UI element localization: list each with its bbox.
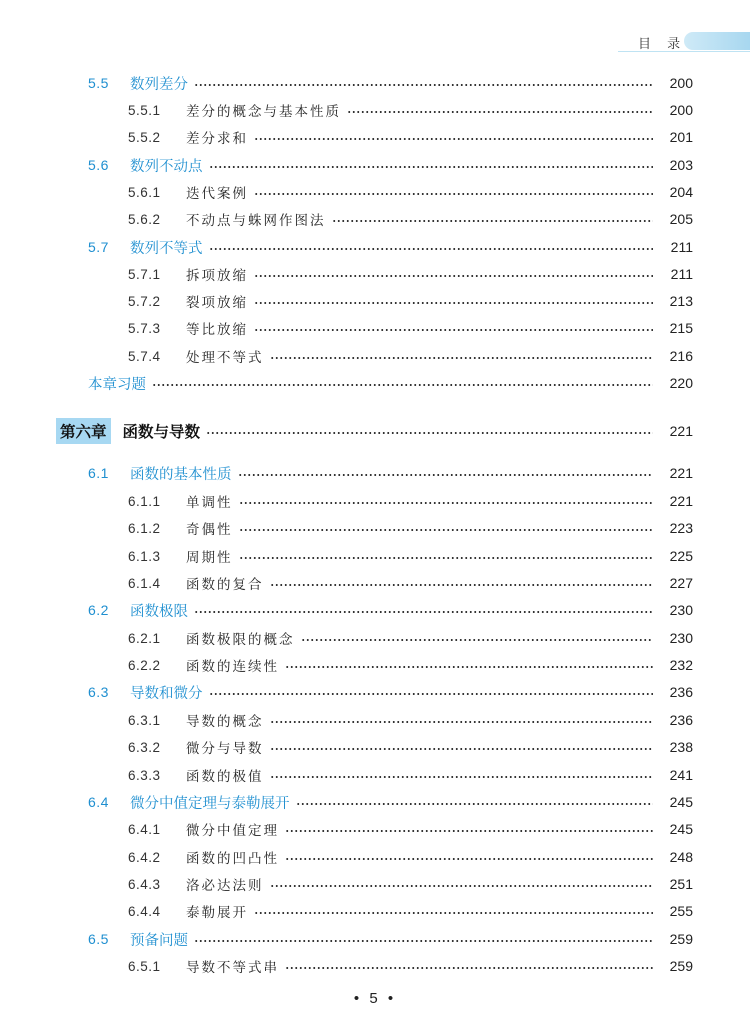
entry-title: 微分与导数 — [186, 741, 264, 757]
toc-entry-sub[interactable] — [0, 290, 750, 312]
toc-entry-sub[interactable] — [0, 208, 750, 230]
section-number: 5.7.4 — [128, 348, 161, 364]
section-number: 5.7.2 — [128, 293, 161, 309]
section-number: 6.4.2 — [128, 849, 161, 865]
dot-leader — [239, 557, 654, 559]
chapter-number: 第六章 — [56, 418, 111, 444]
section-number: 5.7.3 — [128, 320, 161, 336]
toc-entry-sub[interactable] — [0, 572, 750, 594]
page-reference: 232 — [669, 657, 693, 673]
section-number: 6.1.4 — [128, 575, 161, 591]
entry-title: 微分中值定理与泰勒展开 — [130, 795, 290, 812]
dot-leader — [270, 748, 654, 750]
entry-title: 导数不等式串 — [186, 960, 279, 976]
entry-title: 周期性 — [186, 550, 233, 566]
entry-title: 函数极限的概念 — [186, 632, 295, 648]
page-number: • 5 • — [353, 990, 397, 1007]
section-number: 5.7 — [88, 239, 109, 255]
entry-title: 函数的基本性质 — [130, 466, 232, 483]
page-reference: 245 — [669, 821, 693, 837]
page-reference: 213 — [669, 293, 693, 309]
toc-entry-sub[interactable] — [0, 627, 750, 649]
dot-leader — [254, 329, 653, 331]
toc-entry-sub[interactable] — [0, 709, 750, 731]
page-reference: 211 — [670, 239, 693, 255]
dot-leader — [296, 803, 654, 805]
dot-leader — [332, 220, 654, 222]
dot-leader — [254, 302, 653, 304]
entry-title: 数列不等式 — [130, 240, 203, 257]
page-reference: 248 — [669, 849, 693, 865]
dot-leader — [270, 721, 654, 723]
page-reference: 241 — [669, 767, 693, 783]
toc-entry-sub[interactable] — [0, 490, 750, 512]
section-number: 6.5 — [88, 931, 109, 947]
section-number: 6.3.2 — [128, 739, 161, 755]
toc-entry-sub[interactable] — [0, 181, 750, 203]
dot-leader — [254, 275, 653, 277]
toc-entry-section[interactable] — [0, 599, 750, 621]
page-reference: 251 — [669, 876, 693, 892]
toc-entry-sub[interactable] — [0, 736, 750, 758]
toc-entry-sub[interactable] — [0, 654, 750, 676]
page-reference: 204 — [669, 184, 693, 200]
toc-entry-chapter[interactable] — [0, 418, 750, 444]
entry-title: 单调性 — [186, 495, 233, 511]
dot-leader — [194, 940, 653, 942]
toc-entry-section[interactable] — [0, 928, 750, 950]
section-number: 6.2 — [88, 602, 109, 618]
page-reference: 203 — [669, 157, 693, 173]
section-number: 6.1 — [88, 465, 109, 481]
entry-title: 不动点与蛛网作图法 — [186, 213, 326, 229]
dot-leader — [285, 830, 653, 832]
page-reference: 221 — [669, 423, 693, 439]
dot-leader — [285, 967, 653, 969]
entry-title: 函数极限 — [130, 603, 188, 620]
toc-entry-section[interactable] — [0, 681, 750, 703]
entry-title: 数列差分 — [130, 76, 188, 93]
running-header-title: 目 录 — [638, 37, 687, 52]
page-reference: 236 — [669, 712, 693, 728]
page-reference: 200 — [669, 75, 693, 91]
dot-leader — [270, 885, 654, 887]
dot-leader — [270, 357, 654, 359]
page-reference: 238 — [669, 739, 693, 755]
section-number: 6.3.1 — [128, 712, 161, 728]
entry-title: 洛必达法则 — [186, 878, 264, 894]
entry-title: 差分求和 — [186, 131, 248, 147]
page-reference: 221 — [669, 465, 693, 481]
page-reference: 227 — [669, 575, 693, 591]
page-reference: 225 — [669, 548, 693, 564]
page-reference: 201 — [669, 129, 693, 145]
page-reference: 220 — [669, 375, 693, 391]
entry-title: 导数和微分 — [130, 685, 203, 702]
toc-entry-sub[interactable] — [0, 317, 750, 339]
section-number: 5.5 — [88, 75, 109, 91]
dot-leader — [209, 693, 654, 695]
section-number: 5.5.2 — [128, 129, 161, 145]
entry-title: 预备问题 — [130, 932, 188, 949]
dot-leader — [209, 166, 654, 168]
page-reference: 236 — [669, 684, 693, 700]
section-number: 6.3.3 — [128, 767, 161, 783]
toc-entry-sub[interactable] — [0, 545, 750, 567]
dot-leader — [239, 529, 654, 531]
section-number: 6.1.3 — [128, 548, 161, 564]
dot-leader — [254, 138, 653, 140]
dot-leader — [194, 611, 653, 613]
entry-title: 微分中值定理 — [186, 823, 279, 839]
toc-entry-exercises[interactable] — [0, 372, 750, 394]
toc-entry-sub[interactable] — [0, 345, 750, 367]
toc-entry-sub[interactable] — [0, 955, 750, 977]
section-number: 6.2.2 — [128, 657, 161, 673]
dot-leader — [209, 248, 654, 250]
dot-leader — [152, 384, 653, 386]
entry-title: 处理不等式 — [186, 350, 264, 366]
entry-title: 拆项放缩 — [186, 268, 248, 284]
dot-leader — [254, 912, 653, 914]
toc-entry-section[interactable] — [0, 236, 750, 258]
dot-leader — [206, 432, 653, 434]
toc-entry-section[interactable] — [0, 791, 750, 813]
toc-entry-sub[interactable] — [0, 900, 750, 922]
section-number: 6.1.1 — [128, 493, 161, 509]
page-reference: 215 — [669, 320, 693, 336]
toc-entry-sub[interactable] — [0, 517, 750, 539]
section-number: 6.1.2 — [128, 520, 161, 536]
page-reference: 200 — [669, 102, 693, 118]
toc-entry-sub[interactable] — [0, 764, 750, 786]
page-reference: 259 — [669, 931, 693, 947]
entry-title: 导数的概念 — [186, 714, 264, 730]
dot-leader — [238, 474, 654, 476]
toc-entry-sub[interactable] — [0, 873, 750, 895]
dot-leader — [270, 584, 654, 586]
page-reference: 259 — [669, 958, 693, 974]
toc-entry-sub[interactable] — [0, 846, 750, 868]
page-reference: 221 — [669, 493, 693, 509]
toc-entry-section[interactable] — [0, 154, 750, 176]
page-reference: 205 — [669, 211, 693, 227]
section-number: 6.4.4 — [128, 903, 161, 919]
page-reference: 211 — [670, 266, 693, 282]
entry-title: 函数的复合 — [186, 577, 264, 593]
section-number: 6.4 — [88, 794, 109, 810]
page-reference: 216 — [669, 348, 693, 364]
page-reference: 255 — [669, 903, 693, 919]
toc-entry-sub[interactable] — [0, 818, 750, 840]
section-number: 6.4.1 — [128, 821, 161, 837]
entry-title: 差分的概念与基本性质 — [186, 104, 341, 120]
section-number: 6.3 — [88, 684, 109, 700]
page-reference: 230 — [669, 602, 693, 618]
page-reference: 230 — [669, 630, 693, 646]
toc-entry-section[interactable] — [0, 72, 750, 94]
page-reference: 223 — [669, 520, 693, 536]
toc-entry-section[interactable] — [0, 462, 750, 484]
section-number: 5.6.2 — [128, 211, 161, 227]
entry-title: 裂项放缩 — [186, 295, 248, 311]
dot-leader — [239, 502, 654, 504]
section-number: 5.6 — [88, 157, 109, 173]
entry-title: 等比放缩 — [186, 322, 248, 338]
entry-title: 泰勒展开 — [186, 905, 248, 921]
dot-leader — [285, 666, 653, 668]
toc-entry-sub[interactable] — [0, 263, 750, 285]
dot-leader — [347, 111, 653, 113]
dot-leader — [254, 193, 653, 195]
entry-title: 函数的凹凸性 — [186, 851, 279, 867]
entry-title: 本章习题 — [88, 376, 146, 393]
dot-leader — [301, 639, 654, 641]
section-number: 6.2.1 — [128, 630, 161, 646]
entry-title: 函数的连续性 — [186, 659, 279, 675]
entry-title: 函数的极值 — [186, 769, 264, 785]
section-number: 5.5.1 — [128, 102, 161, 118]
toc-entry-sub[interactable] — [0, 99, 750, 121]
section-number: 5.6.1 — [128, 184, 161, 200]
dot-leader — [285, 858, 653, 860]
entry-title: 奇偶性 — [186, 522, 233, 538]
section-number: 6.4.3 — [128, 876, 161, 892]
section-number: 6.5.1 — [128, 958, 161, 974]
entry-title: 函数与导数 — [122, 423, 201, 441]
entry-title: 数列不动点 — [130, 158, 203, 175]
dot-leader — [194, 84, 653, 86]
dot-leader — [270, 776, 654, 778]
page-reference: 245 — [669, 794, 693, 810]
entry-title: 迭代案例 — [186, 186, 248, 202]
toc-entry-sub[interactable] — [0, 126, 750, 148]
section-number: 5.7.1 — [128, 266, 161, 282]
